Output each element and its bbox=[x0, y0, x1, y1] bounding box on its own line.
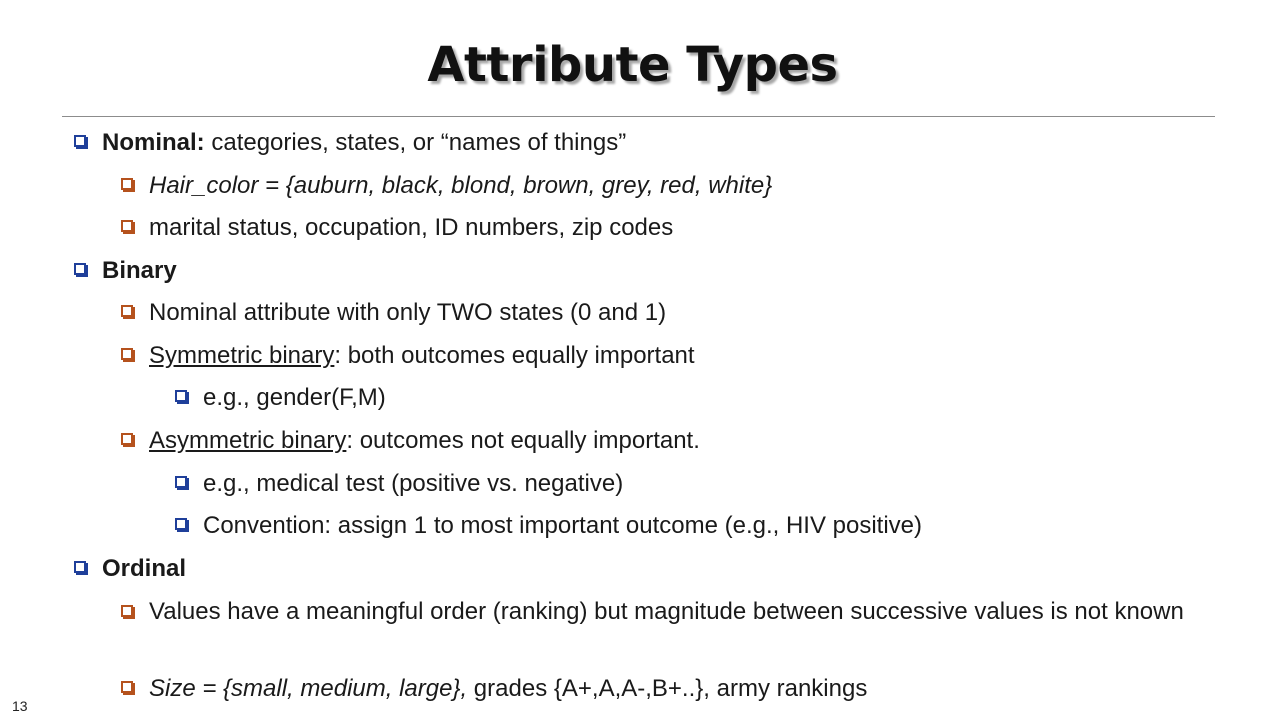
gender-text: e.g., gender(F,M) bbox=[203, 384, 386, 411]
list-item-asymmetric bbox=[149, 426, 700, 456]
bullet-icon bbox=[74, 135, 86, 147]
nominal-text: categories, states, or “names of things” bbox=[204, 129, 627, 156]
nominal-label: Nominal: bbox=[102, 129, 205, 156]
size-italic-text: Size = {small, medium, large}, bbox=[149, 675, 468, 702]
bullet-icon bbox=[121, 348, 133, 360]
list-item-convention bbox=[203, 511, 922, 541]
page-number: 13 bbox=[12, 698, 28, 714]
ordinal-label: Ordinal bbox=[102, 555, 187, 582]
asymmetric-text: : outcomes not equally important. bbox=[346, 427, 700, 454]
bullet-icon bbox=[121, 681, 133, 693]
medical-text: e.g., medical test (positive vs. negative) bbox=[203, 470, 624, 497]
bullet-icon bbox=[175, 390, 187, 402]
bullet-icon bbox=[74, 561, 86, 573]
bullet-icon bbox=[121, 605, 133, 617]
list-item-nominal-two-states bbox=[149, 298, 666, 328]
list-item-marital bbox=[149, 213, 673, 243]
nominal-two-text: Nominal attribute with only TWO states (0 and 1) bbox=[149, 299, 667, 326]
list-item-medical bbox=[203, 469, 623, 499]
bullet-icon bbox=[175, 476, 187, 488]
bullet-icon bbox=[74, 263, 86, 275]
bullet-icon bbox=[121, 305, 133, 317]
list-item-ordinal bbox=[102, 554, 186, 584]
size-text: grades {A+,A,A-,B+..}, army rankings bbox=[467, 675, 868, 702]
symmetric-text: : both outcomes equally important bbox=[334, 342, 695, 369]
marital-text: marital status, occupation, ID numbers, zip codes bbox=[149, 214, 674, 241]
list-item-binary bbox=[102, 256, 177, 286]
binary-label: Binary bbox=[102, 257, 177, 284]
list-item-symmetric bbox=[149, 341, 695, 371]
list-item-gender bbox=[203, 383, 386, 413]
slide-title: Attribute Types bbox=[427, 37, 838, 93]
bullet-icon bbox=[121, 433, 133, 445]
values-order-text: Values have a meaningful order (ranking) but magnitude between successive values is not known bbox=[149, 598, 1184, 625]
symmetric-term: Symmetric binary bbox=[149, 342, 335, 369]
asymmetric-term: Asymmetric binary bbox=[149, 427, 347, 454]
bullet-icon bbox=[175, 518, 187, 530]
list-item-hair-color bbox=[149, 171, 772, 201]
hair-color-text: Hair_color = {auburn, black, blond, brown, grey, red, white} bbox=[149, 172, 773, 199]
list-item-values-order bbox=[149, 595, 1189, 629]
list-item-nominal bbox=[102, 128, 626, 158]
bullet-icon bbox=[121, 220, 133, 232]
list-item-size bbox=[149, 674, 867, 704]
convention-text: Convention: assign 1 to most important outcome (e.g., HIV positive) bbox=[203, 512, 923, 539]
bullet-icon bbox=[121, 178, 133, 190]
